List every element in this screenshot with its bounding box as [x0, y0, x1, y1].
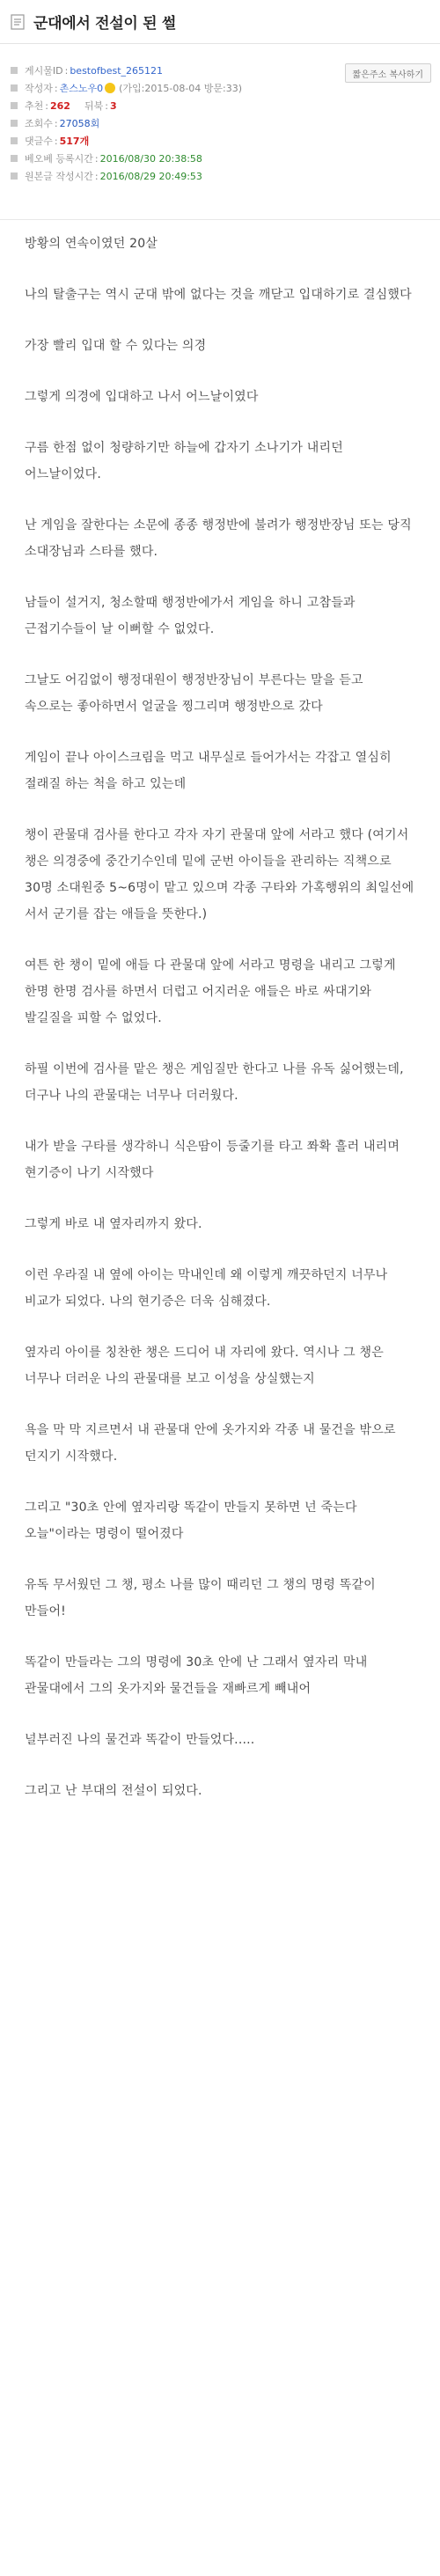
meta-author-label: 작성자: [25, 83, 53, 94]
paragraph: 널부러진 나의 물건과 똑같이 만들었다.....: [25, 1733, 255, 1747]
views-count: 27058회: [59, 118, 100, 129]
post-title: 군대에서 전설이 된 썰: [33, 15, 176, 33]
meta-row-votes: 추천 : 262 뒤북 : 3: [11, 97, 429, 114]
paragraph: 그렇게 바로 내 옆자리까지 왔다.: [25, 1217, 202, 1231]
meta-written-label: 원본글 작성시간: [25, 171, 93, 182]
paragraph: 가장 빨리 입대 할 수 있다는 의경: [25, 339, 207, 353]
paragraph: 유독 무서웠던 그 챙, 평소 나를 많이 때리던 그 챙의 명령 똑같이 만들어!: [25, 1578, 376, 1618]
paragraph: 이런 우라질 내 옆에 아이는 막내인데 왜 이렇게 깨끗하던지 너무나 비교가 되었다. 나의 현기증은 더욱 심해졌다.: [25, 1268, 388, 1309]
unrecommend-count: 3: [109, 99, 117, 112]
paragraph: 방황의 연속이였던 20살: [25, 237, 158, 251]
paragraph: 그렇게 의경에 입대하고 나서 어느날이였다: [25, 390, 259, 404]
post-title-bar: [0, 0, 440, 44]
paragraph: 여튼 한 챙이 밑에 애들 다 관물대 앞에 서라고 명령을 내리고 그렇게 한명 한명 검사를 하면서 더럽고 어지러운 애들은 바로 싸대기와 발길질을 피할 수 없었다.: [25, 958, 396, 1025]
paragraph: 그날도 어김없이 행정대원이 행정반장님이 부른다는 말을 듣고 속으로는 좋아하면서 얼굴을 찡그리며 행정반으로 갔다: [25, 673, 363, 714]
user-level-icon: [105, 83, 115, 93]
paragraph: 남들이 설거지, 청소할때 행정반에가서 게임을 하니 고참들과 근접기수들이 날 이뻐할 수 없었다.: [25, 596, 356, 636]
meta-id-value[interactable]: bestofbest_265121: [70, 64, 163, 77]
meta-row-id: 게시물ID : bestofbest_265121: [11, 62, 429, 79]
bullet-icon: [11, 137, 18, 144]
bullet-icon: [11, 84, 18, 92]
paragraph: 게임이 끝나 아이스크림을 먹고 내무실로 들어가서는 각잡고 열심히 절래질 하는 척을 하고 있는데: [25, 751, 392, 791]
meta-recommend-label: 추천: [25, 100, 44, 112]
paragraph: 똑같이 만들라는 그의 명령에 30초 안에 난 그래서 옆자리 막내 관물대에서 그의 옷가지와 물건들을 재빠르게 빼내어: [25, 1655, 368, 1696]
copy-short-url-button[interactable]: 짧은주소 복사하기: [345, 63, 431, 83]
meta-row-comments: 댓글수 : 517개: [11, 132, 429, 150]
written-time-value: 2016/08/29 20:49:53: [99, 170, 202, 182]
author-extra: (가입:2015-08-04 방문:33): [119, 83, 243, 94]
document-icon: [11, 14, 25, 30]
paragraph: 난 게임을 잘한다는 소문에 종종 행정반에 불려가 행정반장님 또는 당직 소대장님과 스타를 했다.: [25, 518, 412, 559]
meta-best-label: 베오베 등록시간: [25, 153, 93, 165]
paragraph: 구름 한점 없이 청량하기만 하늘에 갑자기 소나기가 내리던 어느날이었다.: [25, 441, 343, 481]
recommend-count: 262: [49, 99, 70, 112]
bullet-icon: [11, 172, 18, 180]
bullet-icon: [11, 67, 18, 74]
paragraph: 그리고 난 부대의 전설이 되었다.: [25, 1784, 202, 1798]
author-name-link[interactable]: 촌스노우0: [59, 83, 104, 94]
meta-row-views: 조회수 : 27058회: [11, 114, 429, 132]
meta-row-best-time: 베오베 등록시간 : 2016/08/30 20:38:58: [11, 150, 429, 167]
meta-row-author: 작성자 : 촌스노우0 (가입:2015-08-04 방문:33): [11, 79, 429, 97]
paragraph: 나의 탈출구는 역시 군대 밖에 없다는 것을 깨닫고 입대하기로 결심했다: [25, 288, 412, 302]
paragraph: 내가 받을 구타를 생각하니 식은땀이 등줄기를 타고 쫘확 흘러 내리며 현기증이 나기 시작했다: [25, 1140, 400, 1180]
meta-unrecommend-label: 뒤북: [84, 100, 104, 112]
bullet-icon: [11, 155, 18, 162]
paragraph: 옆자리 아이를 칭찬한 챙은 드디어 내 자리에 왔다. 역시나 그 챙은 너무나 더러운 나의 관물대를 보고 이성을 상실했는지: [25, 1346, 384, 1386]
paragraph: 그리고 "30초 안에 옆자리랑 똑같이 만들지 못하면 넌 죽는다 오늘"이라는 명령이 떨어졌다: [25, 1501, 357, 1541]
comments-count[interactable]: 517개: [59, 136, 90, 147]
paragraph: 욕을 막 막 지르면서 내 관물대 안에 옷가지와 각종 내 물건을 밖으로 던지기 시작했다.: [25, 1423, 396, 1464]
bullet-icon: [11, 102, 18, 109]
meta-comments-label: 댓글수: [25, 136, 53, 147]
paragraph: 챙이 관물대 검사를 한다고 각자 자기 관물대 앞에 서라고 했다 (여기서 챙은 의경중에 중간기수인데 밑에 군번 아이들을 관리하는 직책으로 30명 소대원중 5~6명이 맡고 있으며 각종 구타와 가혹행위의 최일선에 서서 군기를 잡는 애들을 뜻한다.): [25, 828, 414, 921]
meta-views-label: 조회수: [25, 118, 53, 129]
meta-row-written-time: 원본글 작성시간 : 2016/08/29 20:49:53: [11, 167, 429, 185]
paragraph: 하필 이번에 검사를 맡은 챙은 게임질만 한다고 나를 유독 싫어했는데, 더구나 나의 관물대는 너무나 더러웠다.: [25, 1062, 404, 1103]
post-body: [0, 231, 440, 1829]
bullet-icon: [11, 120, 18, 127]
best-time-value: 2016/08/30 20:38:58: [99, 152, 202, 165]
meta-id-label: 게시물ID: [25, 65, 63, 77]
